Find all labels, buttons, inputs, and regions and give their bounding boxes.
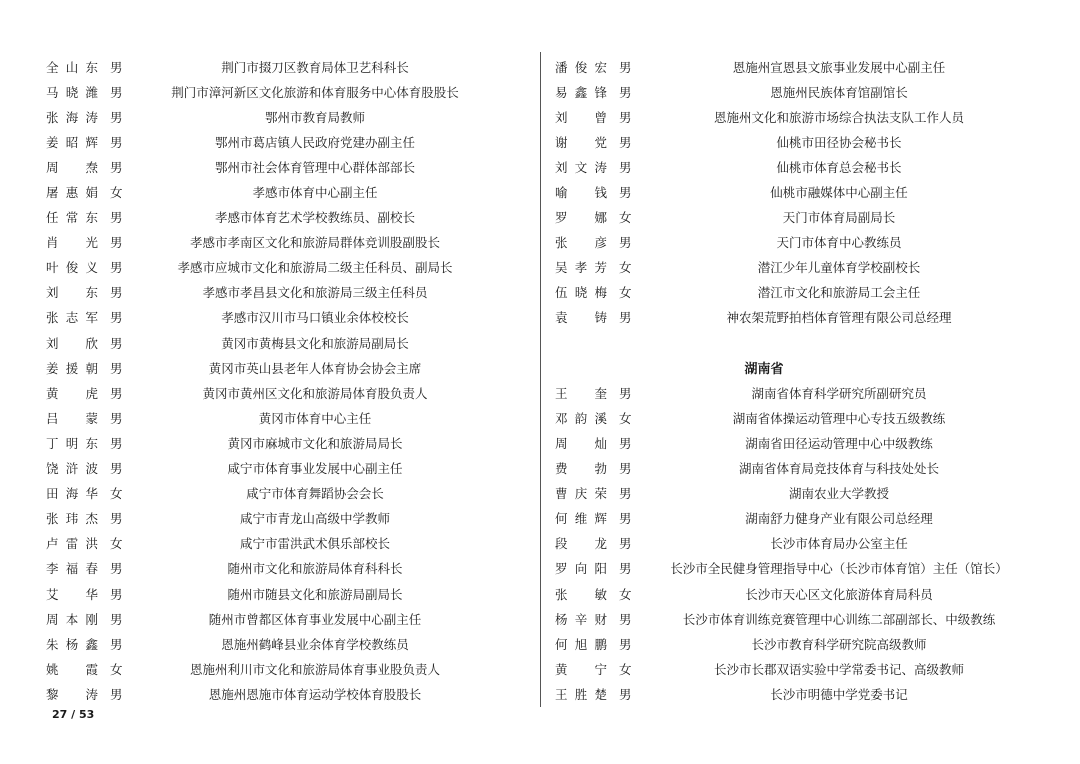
person-title: 孝感市孝昌县文化和旅游局三级主任科员 <box>202 285 428 301</box>
table-row <box>549 280 1039 305</box>
table-row <box>549 54 1039 79</box>
table-row <box>549 305 1039 330</box>
table-row <box>40 104 530 129</box>
person-title: 黄冈市黄梅县文化和旅游局副局长 <box>221 335 409 351</box>
person-gender: 女 <box>110 661 123 677</box>
person-name: 周 焘 <box>46 159 98 175</box>
person-name: 艾 华 <box>46 586 98 602</box>
person-title: 咸宁市体育舞蹈协会会长 <box>246 486 384 502</box>
person-name: 田海华 <box>46 486 98 502</box>
section-spacer <box>549 330 1039 355</box>
person-title: 随州市随县文化和旅游局副局长 <box>227 586 403 602</box>
person-title: 潜江市文化和旅游局工会主任 <box>757 285 921 301</box>
table-row <box>549 430 1039 455</box>
person-name: 刘 欣 <box>46 335 98 351</box>
person-title: 鄂州市社会体育管理中心群体部部长 <box>214 159 415 175</box>
person-gender: 男 <box>619 686 632 702</box>
person-title: 随州市曾都区体育事业发展中心副主任 <box>208 611 422 627</box>
table-row <box>549 656 1039 681</box>
person-title: 长沙市教育科学研究院高级教师 <box>751 636 927 652</box>
person-title: 黄冈市英山县老年人体育协会协会主席 <box>208 360 422 376</box>
person-name: 周本刚 <box>46 611 98 627</box>
person-title: 恩施州宣恩县文旅事业发展中心副主任 <box>732 59 946 75</box>
table-row <box>549 631 1039 656</box>
person-gender: 男 <box>110 134 123 150</box>
person-title: 荆门市漳河新区文化旅游和体育服务中心体育股股长 <box>171 84 459 100</box>
person-title: 恩施州恩施市体育运动学校体育股股长 <box>208 686 422 702</box>
person-gender: 男 <box>110 636 123 652</box>
person-gender: 男 <box>110 511 123 527</box>
table-row <box>40 280 530 305</box>
table-row <box>40 631 530 656</box>
table-row <box>549 255 1039 280</box>
person-gender: 男 <box>619 636 632 652</box>
table-row <box>549 581 1039 606</box>
person-title: 黄冈市麻城市文化和旅游局局长 <box>227 435 403 451</box>
person-gender: 男 <box>110 360 123 376</box>
person-gender: 男 <box>619 134 632 150</box>
person-gender: 男 <box>110 335 123 351</box>
table-row <box>549 179 1039 204</box>
person-gender: 男 <box>619 536 632 552</box>
person-title: 恩施州民族体育馆副馆长 <box>770 84 908 100</box>
page-number: 27 / 53 <box>52 708 95 721</box>
person-name: 任常东 <box>46 210 98 226</box>
person-gender: 男 <box>619 611 632 627</box>
person-name: 喻 钱 <box>555 185 607 201</box>
person-name: 张 彦 <box>555 235 607 251</box>
person-name: 何维辉 <box>555 511 607 527</box>
person-name: 吴孝芳 <box>555 260 607 276</box>
person-gender: 男 <box>110 109 123 125</box>
person-gender: 女 <box>619 586 632 602</box>
person-name: 伍晓梅 <box>555 285 607 301</box>
table-row <box>549 531 1039 556</box>
table-row <box>40 531 530 556</box>
person-gender: 男 <box>110 159 123 175</box>
person-gender: 女 <box>619 210 632 226</box>
person-gender: 男 <box>619 59 632 75</box>
person-title: 随州市文化和旅游局体育科科长 <box>227 561 403 577</box>
person-gender: 男 <box>619 235 632 251</box>
person-gender: 男 <box>619 84 632 100</box>
person-name: 张海涛 <box>46 109 98 125</box>
person-name: 易鑫锋 <box>555 84 607 100</box>
person-name: 杨辛财 <box>555 611 607 627</box>
person-title: 仙桃市田径协会秘书长 <box>776 134 902 150</box>
person-gender: 男 <box>110 310 123 326</box>
person-title: 咸宁市雷洪武术俱乐部校长 <box>239 536 390 552</box>
person-name: 姚 霞 <box>46 661 98 677</box>
person-name: 刘文涛 <box>555 159 607 175</box>
table-row <box>40 154 530 179</box>
person-name: 何旭鹏 <box>555 636 607 652</box>
person-title: 仙桃市体育总会秘书长 <box>776 159 902 175</box>
person-gender: 女 <box>619 410 632 426</box>
table-row <box>40 305 530 330</box>
table-row <box>549 405 1039 430</box>
person-name: 朱杨鑫 <box>46 636 98 652</box>
table-row <box>40 179 530 204</box>
right-column <box>549 54 1039 706</box>
person-title: 神农架荒野拍档体育管理有限公司总经理 <box>726 310 952 326</box>
person-name: 刘 曾 <box>555 109 607 125</box>
person-name: 黄 宁 <box>555 661 607 677</box>
person-title: 孝感市体育中心副主任 <box>252 185 378 201</box>
person-gender: 男 <box>110 235 123 251</box>
person-name: 王 奎 <box>555 385 607 401</box>
person-name: 张玮杰 <box>46 511 98 527</box>
table-row <box>40 581 530 606</box>
person-title: 湖南省体操运动管理中心专技五级教练 <box>732 410 946 426</box>
table-row <box>549 506 1039 531</box>
person-gender: 男 <box>110 611 123 627</box>
person-gender: 男 <box>110 59 123 75</box>
table-row <box>40 481 530 506</box>
person-gender: 男 <box>619 486 632 502</box>
person-gender: 女 <box>110 185 123 201</box>
person-title: 鄂州市教育局教师 <box>264 109 365 125</box>
person-gender: 男 <box>110 210 123 226</box>
person-title: 长沙市体育训练竞赛管理中心训练二部副部长、中级教练 <box>682 611 996 627</box>
person-name: 段 龙 <box>555 536 607 552</box>
person-gender: 女 <box>619 285 632 301</box>
table-row <box>40 556 530 581</box>
person-title: 湖南舒力健身产业有限公司总经理 <box>745 511 933 527</box>
table-row <box>40 129 530 154</box>
table-row <box>40 255 530 280</box>
table-row <box>40 79 530 104</box>
person-name: 曹庆荣 <box>555 486 607 502</box>
person-name: 谢 党 <box>555 134 607 150</box>
person-gender: 男 <box>110 586 123 602</box>
person-gender: 男 <box>619 109 632 125</box>
person-title: 天门市体育局副局长 <box>782 210 896 226</box>
table-row <box>549 79 1039 104</box>
person-gender: 男 <box>110 410 123 426</box>
table-row <box>40 54 530 79</box>
person-title: 黄冈市体育中心主任 <box>258 410 372 426</box>
person-title: 潜江少年儿童体育学校副校长 <box>757 260 921 276</box>
person-gender: 男 <box>619 435 632 451</box>
person-gender: 男 <box>110 84 123 100</box>
table-row <box>40 330 530 355</box>
person-gender: 男 <box>619 159 632 175</box>
table-row <box>40 230 530 255</box>
person-name: 潘俊宏 <box>555 59 607 75</box>
person-name: 饶浒波 <box>46 461 98 477</box>
person-gender: 女 <box>110 536 123 552</box>
person-title: 长沙市明德中学党委书记 <box>770 686 908 702</box>
person-name: 邓韵溪 <box>555 410 607 426</box>
person-name: 卢雷洪 <box>46 536 98 552</box>
person-title: 湖南省体育科学研究所副研究员 <box>751 385 927 401</box>
person-name: 黄 虎 <box>46 385 98 401</box>
person-gender: 男 <box>619 310 632 326</box>
person-title: 咸宁市体育事业发展中心副主任 <box>227 461 403 477</box>
table-row <box>549 606 1039 631</box>
person-name: 费 勃 <box>555 461 607 477</box>
person-title: 鄂州市葛店镇人民政府党建办副主任 <box>214 134 415 150</box>
person-gender: 男 <box>110 461 123 477</box>
person-name: 黎 涛 <box>46 686 98 702</box>
person-title: 孝感市应城市文化和旅游局二级主任科员、副局长 <box>177 260 453 276</box>
person-name: 全山东 <box>46 59 98 75</box>
table-row <box>549 129 1039 154</box>
person-title: 黄冈市黄州区文化和旅游局体育股负责人 <box>202 385 428 401</box>
person-gender: 男 <box>110 285 123 301</box>
person-name: 张 敏 <box>555 586 607 602</box>
table-row <box>40 681 530 706</box>
person-name: 李福春 <box>46 561 98 577</box>
person-name: 张志军 <box>46 310 98 326</box>
person-gender: 女 <box>619 260 632 276</box>
person-gender: 男 <box>110 435 123 451</box>
person-title: 湖南省体育局竞技体育与科技处处长 <box>738 461 939 477</box>
table-row <box>40 656 530 681</box>
table-row <box>549 380 1039 405</box>
table-row <box>549 104 1039 129</box>
person-title: 湖南省田径运动管理中心中级教练 <box>745 435 933 451</box>
table-row <box>40 405 530 430</box>
person-gender: 男 <box>110 260 123 276</box>
person-name: 罗 娜 <box>555 210 607 226</box>
table-row <box>549 230 1039 255</box>
person-gender: 男 <box>110 686 123 702</box>
person-gender: 男 <box>619 185 632 201</box>
person-gender: 女 <box>619 661 632 677</box>
person-title: 荆门市掇刀区教育局体卫艺科科长 <box>221 59 409 75</box>
table-row <box>40 380 530 405</box>
table-row <box>40 606 530 631</box>
table-row <box>40 506 530 531</box>
person-gender: 男 <box>110 561 123 577</box>
table-row <box>40 205 530 230</box>
table-row <box>549 154 1039 179</box>
person-title: 咸宁市青龙山高级中学教师 <box>239 511 390 527</box>
person-gender: 男 <box>619 561 632 577</box>
table-row <box>549 681 1039 706</box>
person-gender: 男 <box>619 385 632 401</box>
person-name: 刘 东 <box>46 285 98 301</box>
person-name: 吕 蒙 <box>46 410 98 426</box>
person-name: 马晓潍 <box>46 84 98 100</box>
person-title: 湖南农业大学教授 <box>788 486 889 502</box>
person-title: 恩施州利川市文化和旅游局体育事业股负责人 <box>189 661 440 677</box>
person-name: 姜昭辉 <box>46 134 98 150</box>
person-title: 恩施州鹤峰县业余体育学校教练员 <box>221 636 409 652</box>
person-gender: 女 <box>110 486 123 502</box>
person-name: 屠惠娟 <box>46 185 98 201</box>
left-column <box>40 54 530 706</box>
person-title: 长沙市全民健身管理指导中心（长沙市体育馆）主任（馆长） <box>670 561 1008 577</box>
person-name: 肖 光 <box>46 235 98 251</box>
table-row <box>549 205 1039 230</box>
person-title: 孝感市汉川市马口镇业余体校校长 <box>221 310 409 326</box>
person-title: 恩施州文化和旅游市场综合执法支队工作人员 <box>713 109 964 125</box>
section-title-hunan: 湖南省 <box>744 362 784 378</box>
person-name: 丁明东 <box>46 435 98 451</box>
person-title: 仙桃市融媒体中心副主任 <box>770 185 908 201</box>
person-name: 王胜楚 <box>555 686 607 702</box>
table-row <box>40 430 530 455</box>
table-row <box>40 456 530 481</box>
table-row <box>549 456 1039 481</box>
person-title: 长沙市天心区文化旅游体育局科员 <box>745 586 933 602</box>
person-gender: 男 <box>619 511 632 527</box>
table-row <box>549 556 1039 581</box>
person-title: 天门市体育中心教练员 <box>776 235 902 251</box>
person-name: 周 灿 <box>555 435 607 451</box>
table-row <box>40 355 530 380</box>
person-name: 姜援朝 <box>46 360 98 376</box>
person-gender: 男 <box>619 461 632 477</box>
person-title: 长沙市体育局办公室主任 <box>770 536 908 552</box>
table-row <box>549 481 1039 506</box>
person-gender: 男 <box>110 385 123 401</box>
person-title: 孝感市孝南区文化和旅游局群体竞训股副股长 <box>189 235 440 251</box>
column-divider <box>540 52 541 707</box>
person-title: 孝感市体育艺术学校教练员、副校长 <box>214 210 415 226</box>
person-title: 长沙市长郡双语实验中学常委书记、高级教师 <box>713 661 964 677</box>
person-name: 罗向阳 <box>555 561 607 577</box>
person-name: 袁 铸 <box>555 310 607 326</box>
person-name: 叶俊义 <box>46 260 98 276</box>
